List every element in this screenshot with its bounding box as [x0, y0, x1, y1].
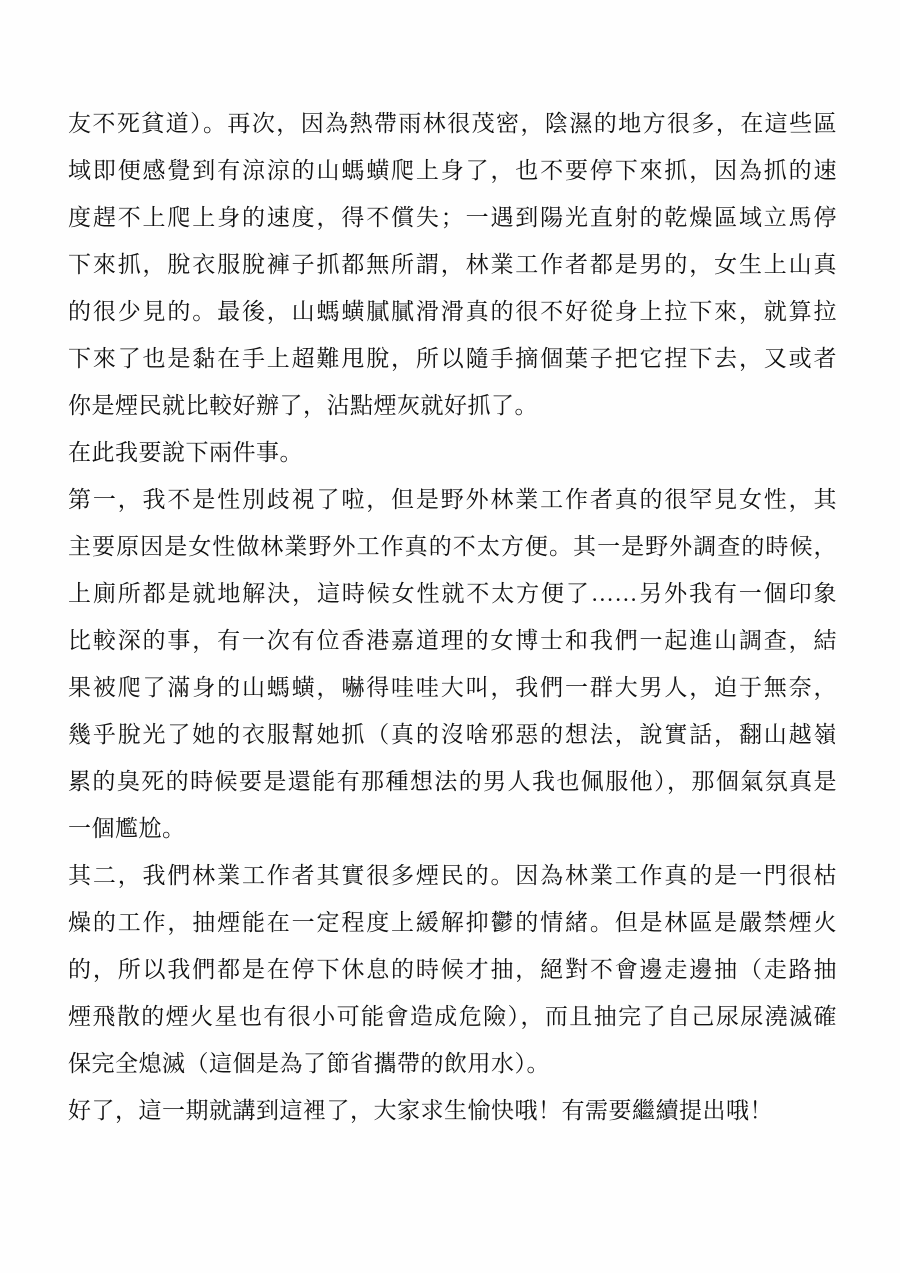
text-line: 友不死貧道）。再次，因為熱帶雨林很茂密，陰濕的地方很多，在這些區	[68, 111, 837, 136]
text-line: 比較深的事，有一次有位香港嘉道理的女博士和我們一起進山調查，結	[68, 628, 837, 653]
text-line: 一個尷尬。	[68, 816, 186, 841]
paragraph	[68, 429, 837, 476]
text-line: 煙飛散的煙火星也有很小可能會造成危險），而且抽完了自己尿尿澆滅確	[68, 1004, 837, 1029]
paragraph	[68, 1087, 837, 1134]
text-line: 幾乎脫光了她的衣服幫她抓（真的沒啥邪惡的想法，說實話，翻山越嶺	[68, 722, 837, 747]
text-line: 度趕不上爬上身的速度，得不償失；一遇到陽光直射的乾燥區域立馬停	[68, 205, 837, 230]
text-line: 在此我要說下兩件事。	[68, 440, 303, 465]
text-line: 的很少見的。最後，山螞蟥膩膩滑滑真的很不好從身上拉下來，就算拉	[68, 299, 837, 324]
text-line: 你是煙民就比較好辦了，沾點煙灰就好抓了。	[68, 393, 538, 418]
text-line: 燥的工作，抽煙能在一定程度上緩解抑鬱的情緒。但是林區是嚴禁煙火	[68, 910, 837, 935]
paragraph	[68, 852, 837, 1087]
text-line: 其二，我們林業工作者其實很多煙民的。因為林業工作真的是一門很枯	[68, 863, 837, 888]
text-line: 第一，我不是性別歧視了啦，但是野外林業工作者真的很罕見女性，其	[68, 487, 837, 512]
paragraph	[68, 100, 837, 429]
text-line: 下來了也是黏在手上超難甩脫，所以隨手摘個葉子把它捏下去，又或者	[68, 346, 837, 371]
text-column	[68, 100, 837, 1134]
text-line: 果被爬了滿身的山螞蟥，嚇得哇哇大叫，我們一群大男人，迫于無奈，	[68, 675, 837, 700]
text-line: 主要原因是女性做林業野外工作真的不太方便。其一是野外調查的時候，	[68, 534, 837, 559]
text-line: 累的臭死的時候要是還能有那種想法的男人我也佩服他），那個氣氛真是	[68, 769, 837, 794]
text-line: 上廁所都是就地解決，這時候女性就不太方便了……另外我有一個印象	[68, 581, 837, 606]
text-line: 的，所以我們都是在停下休息的時候才抽，絕對不會邊走邊抽（走路抽	[68, 957, 837, 982]
text-line: 域即便感覺到有涼涼的山螞蟥爬上身了，也不要停下來抓，因為抓的速	[68, 158, 837, 183]
text-line: 保完全熄滅（這個是為了節省攜帶的飲用水）。	[68, 1051, 550, 1076]
paragraph	[68, 476, 837, 852]
text-line: 下來抓，脫衣服脫褲子抓都無所謂，林業工作者都是男的，女生上山真	[68, 252, 837, 277]
text-line: 好了，這一期就講到這裡了，大家求生愉快哦！有需要繼續提出哦！	[68, 1098, 773, 1123]
